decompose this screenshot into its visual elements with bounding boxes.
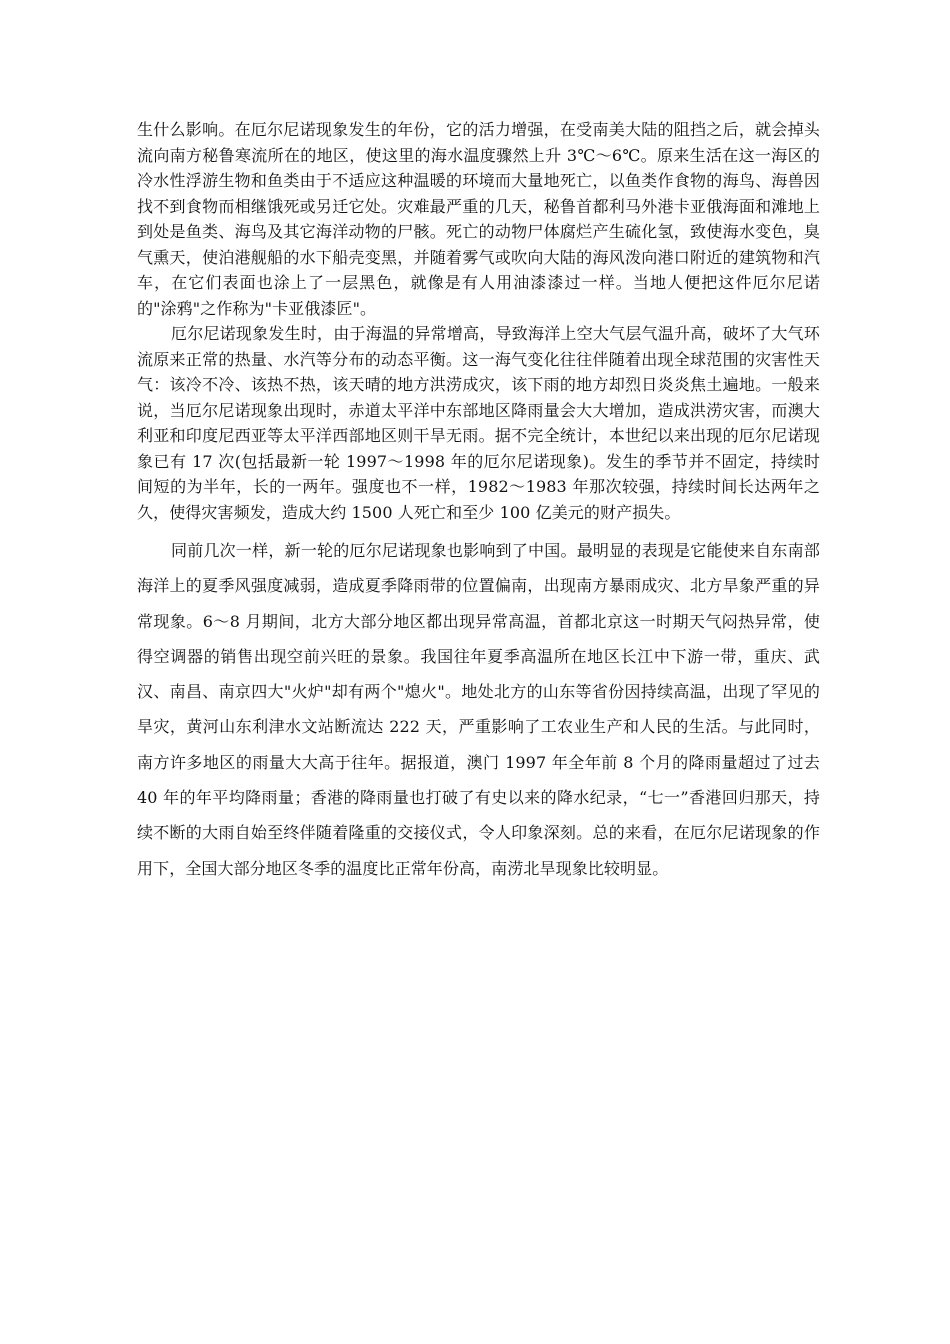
paragraph-1: 生什么影响。在厄尔尼诺现象发生的年份，它的活力增强，在受南美大陆的阻挡之后，就会掉头流向南方秘鲁寒流所在的地区，使这里的海水温度骤然上升 3℃～6℃。原来生活在这一海区的冷水性浮游生物和鱼类由于不适应这种温暖的环境而大量地死亡，以鱼类作食物的海鸟、海兽因找不到食物而相继饿死或另迁它处。灾难最严重的几天，秘鲁首都利马外港卡亚俄海面和滩地上到处是鱼类、海鸟及其它海洋动物的尸骸。死亡的动物尸体腐烂产生硫化氢，致使海水变色，臭气熏天，使泊港舰船的水下船壳变黑，并随着雾气或吹向大陆的海风泼向港口附近的建筑物和汽车，在它们表面也涂上了一层黑色，就像是有人用油漆漆过一样。当地人便把这件厄尔尼诺的"涂鸦"之作称为"卡亚俄漆匠"。 — [137, 120, 820, 318]
paragraph-2: 厄尔尼诺现象发生时，由于海温的异常增高，导致海洋上空大气层气温升高，破坏了大气环流原来正常的热量、水汽等分布的动态平衡。这一海气变化往往伴随着出现全球范围的灾害性天气：该冷不冷、该热不热，该天晴的地方洪涝成灾，该下雨的地方却烈日炎炎焦土遍地。一般来说，当厄尔尼诺现象出现时，赤道太平洋中东部地区降雨量会大大增加，造成洪涝灾害，而澳大利亚和印度尼西亚等太平洋西部地区则干旱无雨。据不完全统计，本世纪以来出现的厄尔尼诺现象已有 17 次(包括最新一轮 1997～1998 年的厄尔尼诺现象)。发生的季节并不固定，持续时间短的为半年，长的一两年。强度也不一样，1982～1983 年那次较强，持续时间长达两年之久，使得灾害频发，造成大约 1500 人死亡和至少 100 亿美元的财产损失。 — [137, 324, 820, 522]
document-body — [137, 117, 820, 886]
paragraph-3: 同前几次一样，新一轮的厄尔尼诺现象也影响到了中国。最明显的表现是它能使来自东南部海洋上的夏季风强度减弱，造成夏季降雨带的位置偏南，出现南方暴雨成灾、北方旱象严重的异常现象。6～8 月期间，北方大部分地区都出现异常高温，首都北京这一时期天气闷热异常，使得空调器的销售出现空前兴旺的景象。我国往年夏季高温所在地区长江中下游一带，重庆、武汉、南昌、南京四大"火炉"却有两个"熄火"。地处北方的山东等省份因持续高温，出现了罕见的旱灾，黄河山东利津水文站断流达 222 天，严重影响了工农业生产和人民的生活。与此同时，南方许多地区的雨量大大高于往年。据报道，澳门 1997 年全年前 8 个月的降雨量超过了过去 40 年的年平均降雨量；香港的降雨量也打破了有史以来的降水纪录，“七一”香港回归那天，持续不断的大雨自始至终伴随着隆重的交接仪式，令人印象深刻。总的来看，在厄尔尼诺现象的作用下，全国大部分地区冬季的温度比正常年份高，南涝北旱现象比较明显。 — [137, 541, 820, 878]
